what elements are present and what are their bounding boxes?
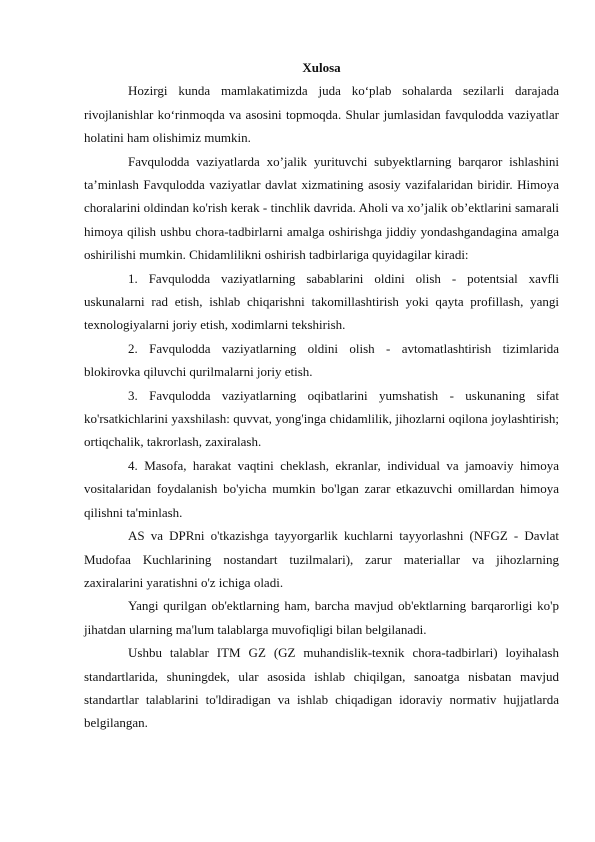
document-page [84, 56, 559, 735]
paragraph-stability: Favqulodda vaziyatlarda xo’jalik yurituvchi subyektlarning barqaror ishlashini ta’minlash Favqulodda vaziyatlar davlat xizmatining asosiy vazifalaridan biridir. Himoya choralarini oldindan ko'rish kerak - tinchlik davrida. Aholi va xo’jalik ob’ektlarini samarali himoya qilish ushbu chora-tadbirlarni amalga oshirishga jiddiy yondashgandagina amalga oshirilishi mumkin. Chidamlilikni oshirish tadbirlariga quyidagilar kiradi: [84, 153, 559, 263]
paragraph-requirements: Ushbu talablar ITM GZ (GZ muhandislik-texnik chora-tadbirlari) loyihalash standartlarida, shuningdek, ular asosida ishlab chiqilgan, sanoatga nisbatan mavjud standartlar talablarini to'ldiradigan va ishlab chiqadigan idoraviy normativ hujjatlarda belgilangan. [84, 645, 559, 731]
paragraph-item-1: 1. Favqulodda vaziyatlarning sabablarini oldini olish - potentsial xavfli uskunalarni rad etish, ishlab chiqarishni takomillashtirish yoki qayta profillash, yangi texnologiyalarni joriy etish, xodimlarni tekshirish. [84, 270, 559, 333]
paragraph-intro: Hozirgi kunda mamlakatimizda juda ko‘plab sohalarda sezilarli darajada rivojlanishlar ko‘rinmoqda va asosini topmoqda. Shular jumlasidan favqulodda vaziyatlar holatini ham olishimiz mumkin. [84, 83, 559, 146]
document-title: Xulosa [302, 60, 341, 75]
paragraph-preparation: AS va DPRni o'tkazishga tayyorgarlik kuchlarni tayyorlashni (NFGZ - Davlat Mudofaa Kuchlarining nostandart tuzilmalari), zarur materiallar va jihozlarning zaxiralarini yaratishni o'z ichiga oladi. [84, 528, 559, 590]
paragraph-item-3: 3. Favqulodda vaziyatlarning oqibatlarini yumshatish - uskunaning sifat ko'rsatkichlarini yaxshilash: quvvat, yong'inga chidamlilik, jihozlarni oqilona joylashtirish; ortiqchalik, takrorlash, zaxiralash. [84, 387, 559, 450]
paragraph-item-2: 2. Favqulodda vaziyatlarning oldini olish - avtomatlashtirish tizimlarida blokirovka qiluvchi qurilmalarni joriy etish. [84, 340, 559, 380]
paragraph-item-4: 4. Masofa, harakat vaqtini cheklash, ekranlar, individual va jamoaviy himoya vositalaridan foydalanish bo'yicha mumkin bo'lgan zarar etkazuvchi omillardan himoya qilishni ta'minlash. [84, 457, 559, 520]
paragraph-new-objects: Yangi qurilgan ob'ektlarning ham, barcha mavjud ob'ektlarning barqarorligi ko'p jihatdan ularning ma'lum talablarga muvofiqligi bilan belgilanadi. [84, 598, 559, 637]
